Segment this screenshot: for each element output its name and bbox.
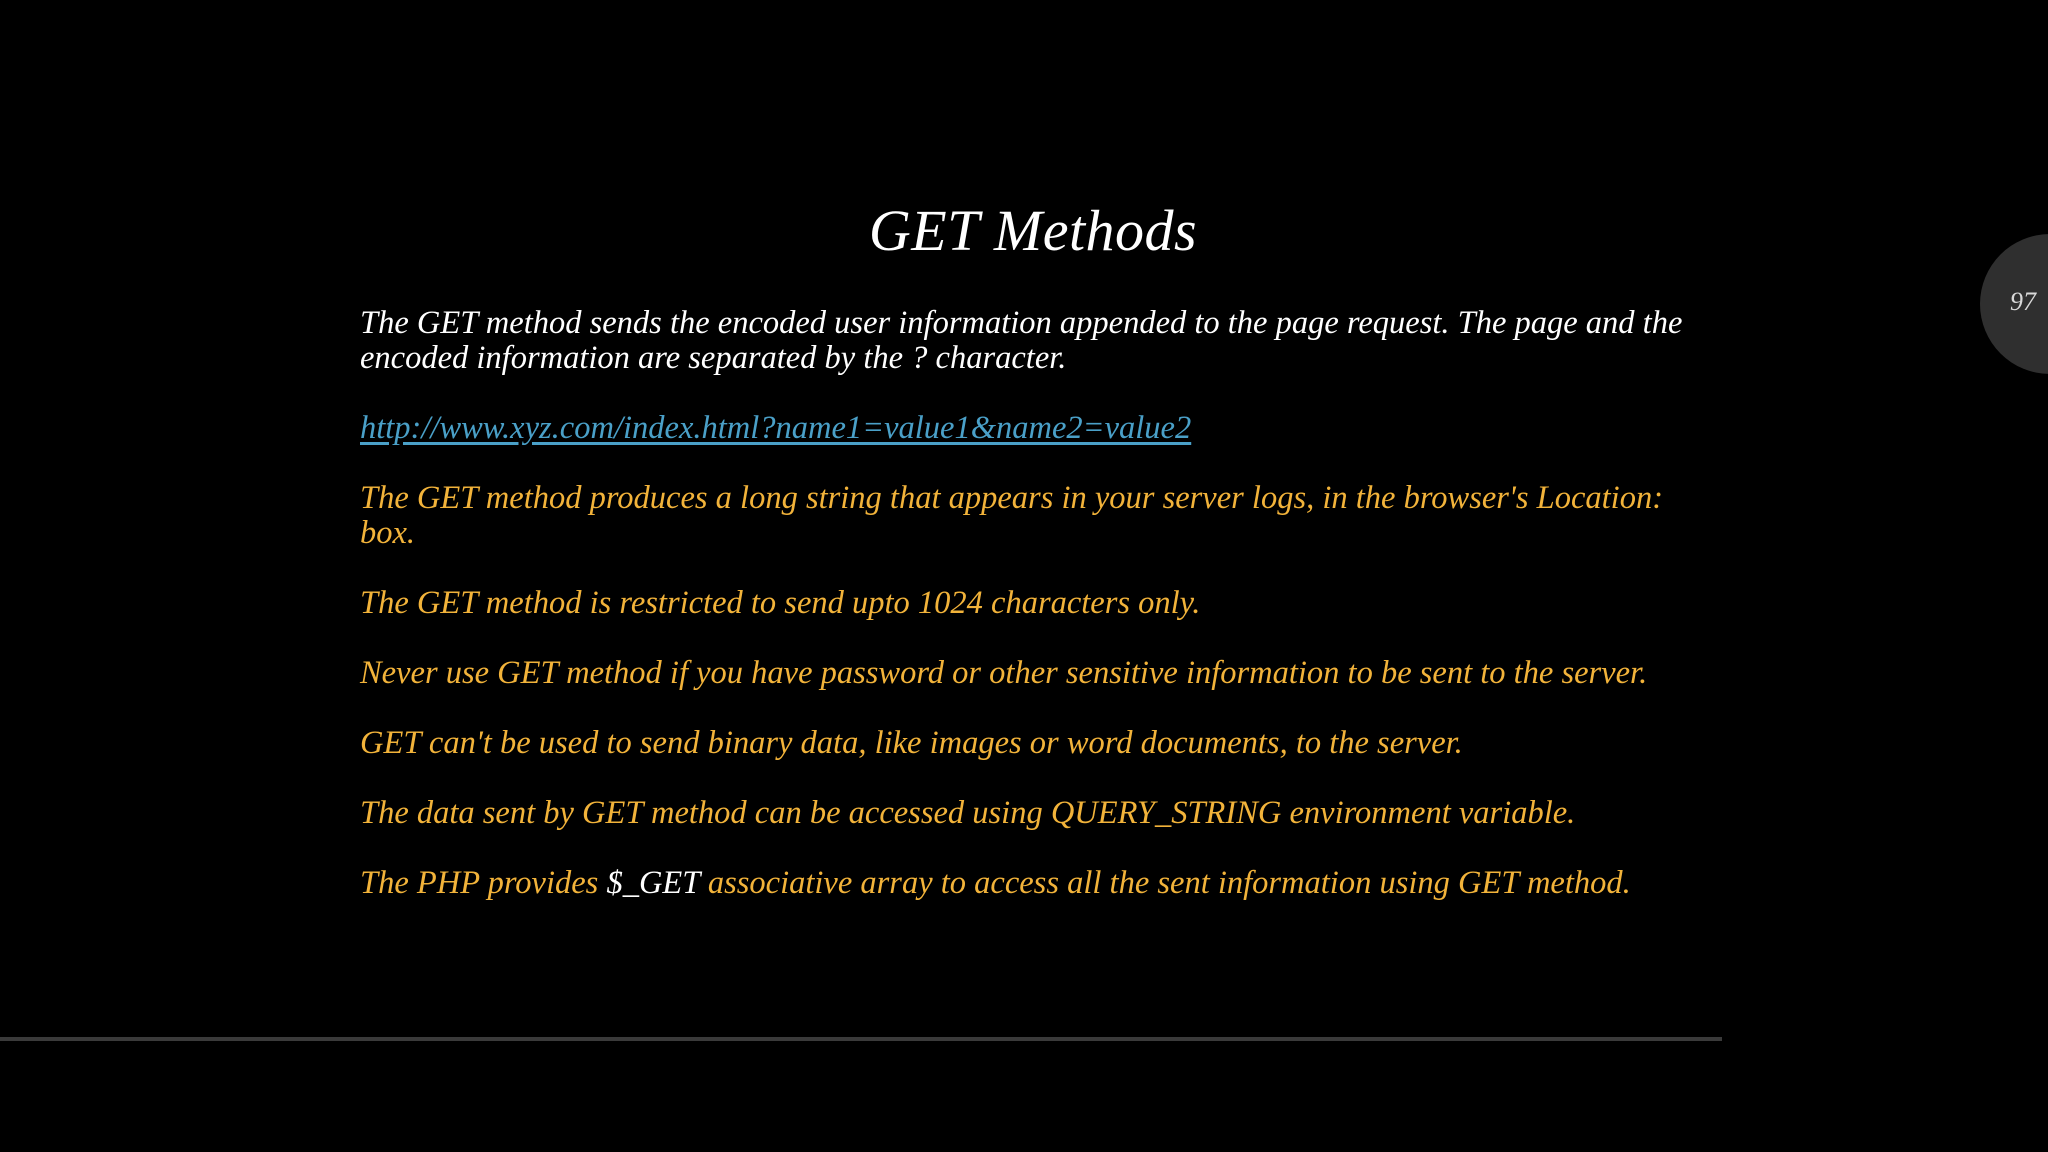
paragraph-example-url [360,411,1710,446]
progress-bar[interactable] [0,1037,1722,1041]
paragraph-sensitive-info: Never use GET method if you have password or other sensitive information to be sent to the server. [360,655,1648,691]
paragraph-binary-data: GET can't be used to send binary data, like images or word documents, to the server. [360,725,1463,761]
page-number: 97 [2010,287,2036,316]
php-get-variable: $_GET [606,865,700,901]
php-get-text-before: The PHP provides [360,865,607,901]
slide-title: GET Methods [868,198,1198,263]
php-get-text-after: associative array to access all the sent information using GET method. [699,865,1631,901]
paragraph-server-logs: The GET method produces a long string that appears in your server logs, in the browser's Location: box. [360,480,1664,551]
slide-content [360,306,1710,936]
paragraph-php-get [360,866,1710,901]
example-url-link[interactable]: http://www.xyz.com/index.html?name1=value1&name2=value2 [360,410,1192,446]
paragraph-get-intro: The GET method sends the encoded user information appended to the page request. The page and the encoded information are separated by the ? character. [360,305,1683,376]
paragraph-char-limit: The GET method is restricted to send upto 1024 characters only. [360,585,1201,621]
paragraph-query-string: The data sent by GET method can be accessed using QUERY_STRING environment variable. [360,795,1576,831]
